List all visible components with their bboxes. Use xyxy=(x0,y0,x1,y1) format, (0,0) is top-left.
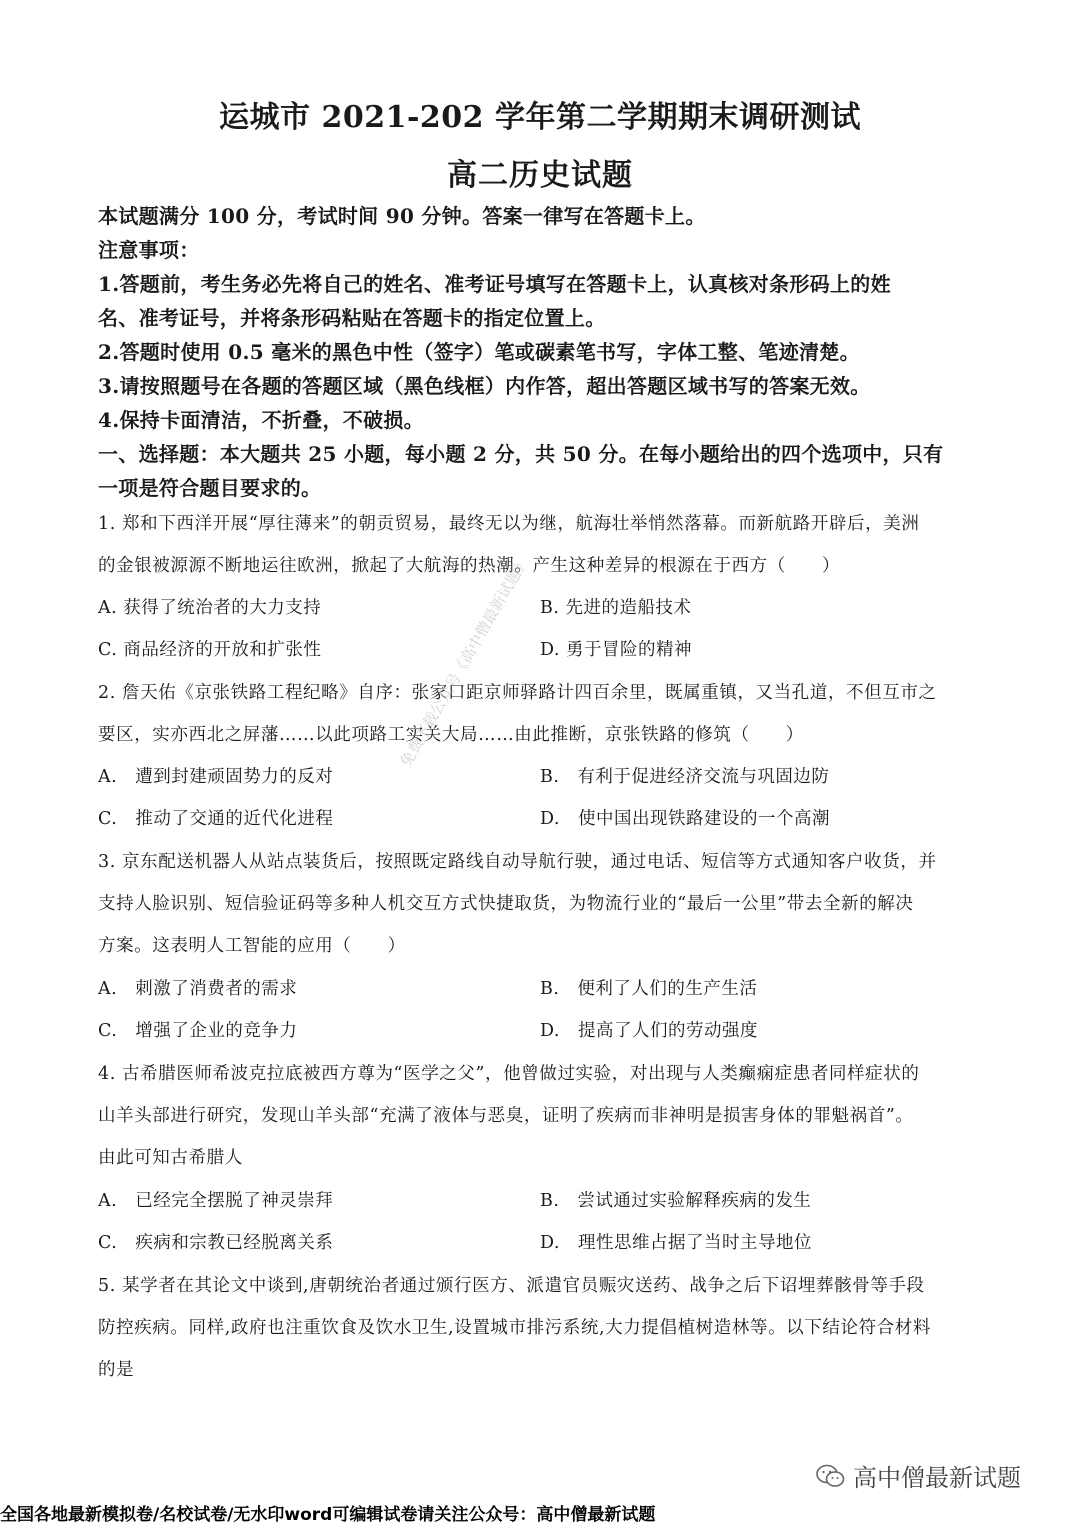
question-4-option-d: D. 理性思维占据了当时主导地位 xyxy=(540,1233,812,1253)
question-3-line2: 支持人脸识别、短信验证码等多种人机交互方式快捷取货，为物流行业的“最后一公里”带去全新的解决 xyxy=(98,894,914,914)
question-1-option-a: A. 获得了统治者的大力支持 xyxy=(98,598,322,618)
question-1-option-b: B. 先进的造船技术 xyxy=(540,598,692,618)
question-3-option-a: A. 刺激了消费者的需求 xyxy=(98,979,298,999)
question-4-option-a: A. 已经完全摆脱了神灵崇拜 xyxy=(98,1191,334,1211)
section-heading-line2: 一项是符合题目要求的。 xyxy=(98,476,322,500)
section-heading-line1: 一、选择题：本大题共 25 小题，每小题 2 分，共 50 分。在每小题给出的四个选项中，只有 xyxy=(98,442,944,466)
notice-title: 注意事项： xyxy=(98,238,200,262)
question-3-option-b: B. 便利了人们的生产生活 xyxy=(540,979,758,999)
notice-item-1a: 1.答题前，考生务必先将自己的姓名、准考证号填写在答题卡上，认真核对条形码上的姓 xyxy=(98,272,891,296)
notice-item-4: 4.保持卡面清洁，不折叠，不破损。 xyxy=(98,408,424,432)
question-4-line3: 由此可知古希腊人 xyxy=(98,1148,243,1168)
question-1-line1: 1. 郑和下西洋开展“厚往薄来”的朝贡贸易，最终无以为继，航海壮举悄然落幕。而新航路开辟后，美洲 xyxy=(98,514,920,534)
footer-brand-label: 高中僧最新试题 xyxy=(853,1464,1021,1492)
exam-subtitle: 高二历史试题 xyxy=(447,158,633,193)
question-1-line2: 的金银被源源不断地运往欧洲，掀起了大航海的热潮。产生这种差异的根源在于西方（ ） xyxy=(98,556,841,576)
footer-brand xyxy=(815,1458,1021,1493)
footer-note: 全国各地最新模拟卷/名校试卷/无水印word可编辑试卷请关注公众号：高中僧最新试题 xyxy=(0,1505,656,1525)
question-1-option-c: C. 商品经济的开放和扩张性 xyxy=(98,640,322,660)
question-3-line3: 方案。这表明人工智能的应用（ ） xyxy=(98,936,406,956)
question-2-line2: 要区，实亦西北之屏藩……以此项路工实关大局……由此推断，京张铁路的修筑（ ） xyxy=(98,725,804,745)
question-5-line2: 防控疾病。同样,政府也注重饮食及饮水卫生,设置城市排污系统,大力提倡植树造林等。以下结论符合材料 xyxy=(98,1318,931,1338)
question-5-line3: 的是 xyxy=(98,1360,135,1380)
wechat-icon xyxy=(815,1463,845,1489)
notice-item-2: 2.答题时使用 0.5 毫米的黑色中性（签字）笔或碳素笔书写，字体工整、笔迹清楚。 xyxy=(98,340,860,364)
question-2-option-c: C. 推动了交通的近代化进程 xyxy=(98,809,334,829)
question-2-line1: 2. 詹天佑《京张铁路工程纪略》自序：张家口距京师驿路计四百余里，既属重镇，又当孔道，不但互市之 xyxy=(98,683,937,703)
question-3-option-c: C. 增强了企业的竞争力 xyxy=(98,1021,298,1041)
question-2-option-a: A. 遭到封建顽固势力的反对 xyxy=(98,767,334,787)
question-1-option-d: D. 勇于冒险的精神 xyxy=(540,640,693,660)
question-4-option-c: C. 疾病和宗教已经脱离关系 xyxy=(98,1233,334,1253)
exam-title: 运城市 2021-202 学年第二学期期末调研测试 xyxy=(219,100,861,135)
question-2-option-d: D. 使中国出现铁路建设的一个高潮 xyxy=(540,809,830,829)
watermark-text: 免费下载公众号《高中僧最新试题》 xyxy=(396,553,533,770)
notice-item-1b: 名、准考证号，并将条形码粘贴在答题卡的指定位置上。 xyxy=(98,306,606,330)
question-4-line2: 山羊头部进行研究，发现山羊头部“充满了液体与恶臭，证明了疾病而非神明是损害身体的罪魁祸首”。 xyxy=(98,1106,914,1126)
question-2-option-b: B. 有利于促进经济交流与巩固边防 xyxy=(540,767,830,787)
question-3-option-d: D. 提高了人们的劳动强度 xyxy=(540,1021,758,1041)
question-5-line1: 5. 某学者在其论文中谈到,唐朝统治者通过颁行医方、派遣官员赈灾送药、战争之后下诏埋葬骸骨等手段 xyxy=(98,1276,925,1296)
notice-item-3: 3.请按照题号在各题的答题区域（黑色线框）内作答，超出答题区域书写的答案无效。 xyxy=(98,374,871,398)
question-4-option-b: B. 尝试通过实验解释疾病的发生 xyxy=(540,1191,812,1211)
instructions-intro: 本试题满分 100 分，考试时间 90 分钟。答案一律写在答题卡上。 xyxy=(98,204,706,228)
question-4-line1: 4. 古希腊医师希波克拉底被西方尊为“医学之父”，他曾做过实验，对出现与人类癫痫症患者同样症状的 xyxy=(98,1064,920,1084)
question-3-line1: 3. 京东配送机器人从站点装货后，按照既定路线自动导航行驶，通过电话、短信等方式通知客户收货，并 xyxy=(98,852,937,872)
